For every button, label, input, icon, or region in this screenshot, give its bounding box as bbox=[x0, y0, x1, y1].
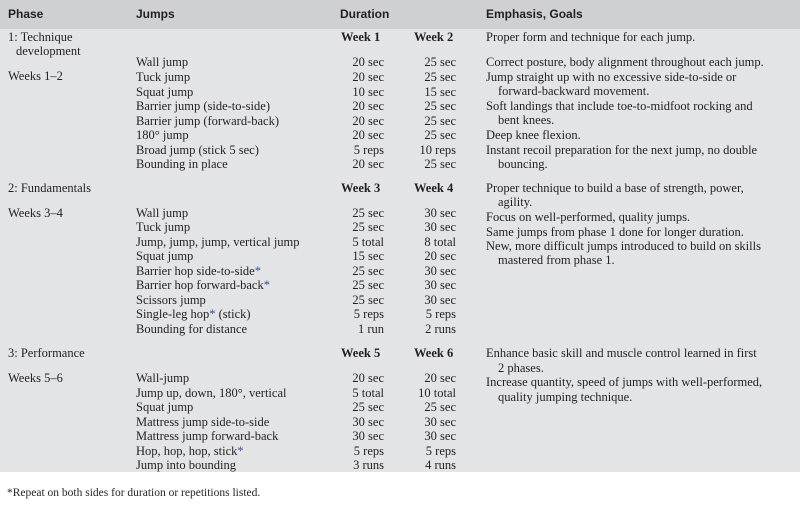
jump-name: Single-leg hop* (stick) bbox=[136, 307, 251, 321]
goal-text: New, more difficult jumps introduced to build on skills bbox=[486, 239, 761, 253]
goal-text: Proper form and technique for each jump. bbox=[486, 30, 696, 44]
duration-a: 3 runs bbox=[353, 458, 384, 472]
jump-name: Wall jump bbox=[136, 206, 189, 220]
duration-a: 20 sec bbox=[352, 114, 384, 128]
duration-a: 25 sec bbox=[352, 220, 384, 234]
phase-weeks: Weeks 5–6 bbox=[8, 371, 63, 385]
phase-title: 3: Performance bbox=[8, 346, 85, 360]
duration-b: 25 sec bbox=[424, 55, 456, 69]
duration-a: 10 sec bbox=[352, 85, 384, 99]
goal-text: Increase quantity, speed of jumps with well-performed, bbox=[486, 375, 763, 389]
jump-name: Bounding in place bbox=[136, 157, 228, 171]
goal-text: Correct posture, body alignment throughout each jump. bbox=[486, 55, 764, 69]
goal-text-cont: forward-backward movement. bbox=[498, 84, 650, 98]
duration-b: 30 sec bbox=[424, 220, 456, 234]
duration-a: 5 reps bbox=[353, 307, 384, 321]
duration-a: 20 sec bbox=[352, 70, 384, 84]
duration-a: 1 run bbox=[357, 322, 384, 336]
jump-name: Barrier hop forward-back* bbox=[136, 278, 270, 292]
duration-a: 30 sec bbox=[352, 429, 384, 443]
duration-a: 5 total bbox=[352, 386, 384, 400]
duration-a: 15 sec bbox=[352, 249, 384, 263]
duration-a: 25 sec bbox=[352, 206, 384, 220]
jump-name: Hop, hop, hop, stick* bbox=[136, 444, 244, 458]
phase-title-cont: development bbox=[16, 44, 81, 58]
footnote-marker: * bbox=[209, 307, 216, 321]
duration-b: 25 sec bbox=[424, 157, 456, 171]
footnote-marker: * bbox=[263, 278, 270, 292]
header-phase: Phase bbox=[8, 7, 44, 21]
header-emphasis-goals: Emphasis, Goals bbox=[486, 7, 583, 21]
header-jumps: Jumps bbox=[136, 7, 175, 21]
jump-name: Mattress jump side-to-side bbox=[136, 415, 270, 429]
duration-a: 20 sec bbox=[352, 157, 384, 171]
header-duration: Duration bbox=[340, 7, 390, 21]
week-header: Week 5 bbox=[341, 346, 381, 360]
goal-text: Focus on well-performed, quality jumps. bbox=[486, 210, 691, 224]
jump-name: Squat jump bbox=[136, 249, 194, 263]
goal-text-cont: 2 phases. bbox=[498, 361, 544, 375]
jump-name: Tuck jump bbox=[136, 220, 191, 234]
duration-a: 20 sec bbox=[352, 55, 384, 69]
duration-a: 20 sec bbox=[352, 371, 384, 385]
goal-text: Enhance basic skill and muscle control learned in first bbox=[486, 346, 757, 360]
goal-text-cont: quality jumping technique. bbox=[498, 390, 633, 404]
duration-a: 25 sec bbox=[352, 278, 384, 292]
jump-name: Barrier jump (forward-back) bbox=[136, 114, 279, 128]
jump-name: Jump up, down, 180°, vertical bbox=[136, 386, 287, 400]
footnote-marker: * bbox=[237, 444, 244, 458]
duration-a: 25 sec bbox=[352, 400, 384, 414]
duration-a: 20 sec bbox=[352, 128, 384, 142]
jump-name: Jump, jump, jump, vertical jump bbox=[136, 235, 300, 249]
duration-a: 20 sec bbox=[352, 99, 384, 113]
week-header: Week 3 bbox=[341, 181, 381, 195]
jump-name: Bounding for distance bbox=[136, 322, 248, 336]
jump-name: Wall jump bbox=[136, 55, 189, 69]
duration-b: 25 sec bbox=[424, 114, 456, 128]
week-header: Week 1 bbox=[341, 30, 381, 44]
goal-text-cont: mastered from phase 1. bbox=[498, 253, 615, 267]
duration-b: 25 sec bbox=[424, 128, 456, 142]
week-header: Week 6 bbox=[414, 346, 454, 360]
duration-a: 30 sec bbox=[352, 415, 384, 429]
duration-a: 25 sec bbox=[352, 293, 384, 307]
duration-b: 5 reps bbox=[425, 444, 456, 458]
jump-name: Squat jump bbox=[136, 400, 194, 414]
jump-name: Squat jump bbox=[136, 85, 194, 99]
duration-b: 15 sec bbox=[424, 85, 456, 99]
table-header bbox=[0, 0, 800, 29]
goal-text-cont: agility. bbox=[498, 195, 533, 209]
jump-name: Scissors jump bbox=[136, 293, 206, 307]
duration-b: 4 runs bbox=[425, 458, 456, 472]
duration-b: 5 reps bbox=[425, 307, 456, 321]
goal-text: Same jumps from phase 1 done for longer duration. bbox=[486, 225, 744, 239]
duration-b: 20 sec bbox=[424, 249, 456, 263]
table-footnote: *Repeat on both sides for duration or repetitions listed. bbox=[7, 487, 261, 499]
jump-name: 180° jump bbox=[136, 128, 189, 142]
duration-a: 5 total bbox=[352, 235, 384, 249]
footnote-marker: * bbox=[254, 264, 261, 278]
phase-weeks: Weeks 1–2 bbox=[8, 69, 63, 83]
duration-b: 20 sec bbox=[424, 371, 456, 385]
jump-name: Barrier hop side-to-side* bbox=[136, 264, 261, 278]
duration-a: 25 sec bbox=[352, 264, 384, 278]
duration-b: 30 sec bbox=[424, 278, 456, 292]
duration-b: 30 sec bbox=[424, 415, 456, 429]
jump-name: Wall-jump bbox=[136, 371, 190, 385]
jump-name: Jump into bounding bbox=[136, 458, 237, 472]
duration-b: 10 total bbox=[418, 386, 456, 400]
duration-b: 2 runs bbox=[425, 322, 456, 336]
goal-text-cont: bent knees. bbox=[498, 113, 555, 127]
jump-name: Barrier jump (side-to-side) bbox=[136, 99, 270, 113]
goal-text: Deep knee flexion. bbox=[486, 128, 581, 142]
jump-name: Tuck jump bbox=[136, 70, 191, 84]
goal-text: Soft landings that include toe-to-midfoot rocking and bbox=[486, 99, 753, 113]
jump-name: Broad jump (stick 5 sec) bbox=[136, 143, 259, 157]
goal-text: Instant recoil preparation for the next jump, no double bbox=[486, 143, 758, 157]
duration-b: 30 sec bbox=[424, 429, 456, 443]
week-header: Week 4 bbox=[414, 181, 454, 195]
duration-b: 25 sec bbox=[424, 400, 456, 414]
goal-text: Jump straight up with no excessive side-to-side or bbox=[486, 70, 737, 84]
phase-title: 2: Fundamentals bbox=[8, 181, 91, 195]
duration-a: 5 reps bbox=[353, 444, 384, 458]
duration-b: 25 sec bbox=[424, 70, 456, 84]
duration-b: 10 reps bbox=[419, 143, 456, 157]
duration-b: 8 total bbox=[424, 235, 456, 249]
duration-b: 25 sec bbox=[424, 99, 456, 113]
goal-text: Proper technique to build a base of strength, power, bbox=[486, 181, 744, 195]
goal-text-cont: bouncing. bbox=[498, 157, 548, 171]
duration-b: 30 sec bbox=[424, 264, 456, 278]
duration-b: 30 sec bbox=[424, 206, 456, 220]
jump-name: Mattress jump forward-back bbox=[136, 429, 279, 443]
duration-a: 5 reps bbox=[353, 143, 384, 157]
week-header: Week 2 bbox=[414, 30, 454, 44]
phase-title: 1: Technique bbox=[8, 30, 73, 44]
phase-weeks: Weeks 3–4 bbox=[8, 206, 63, 220]
duration-b: 30 sec bbox=[424, 293, 456, 307]
